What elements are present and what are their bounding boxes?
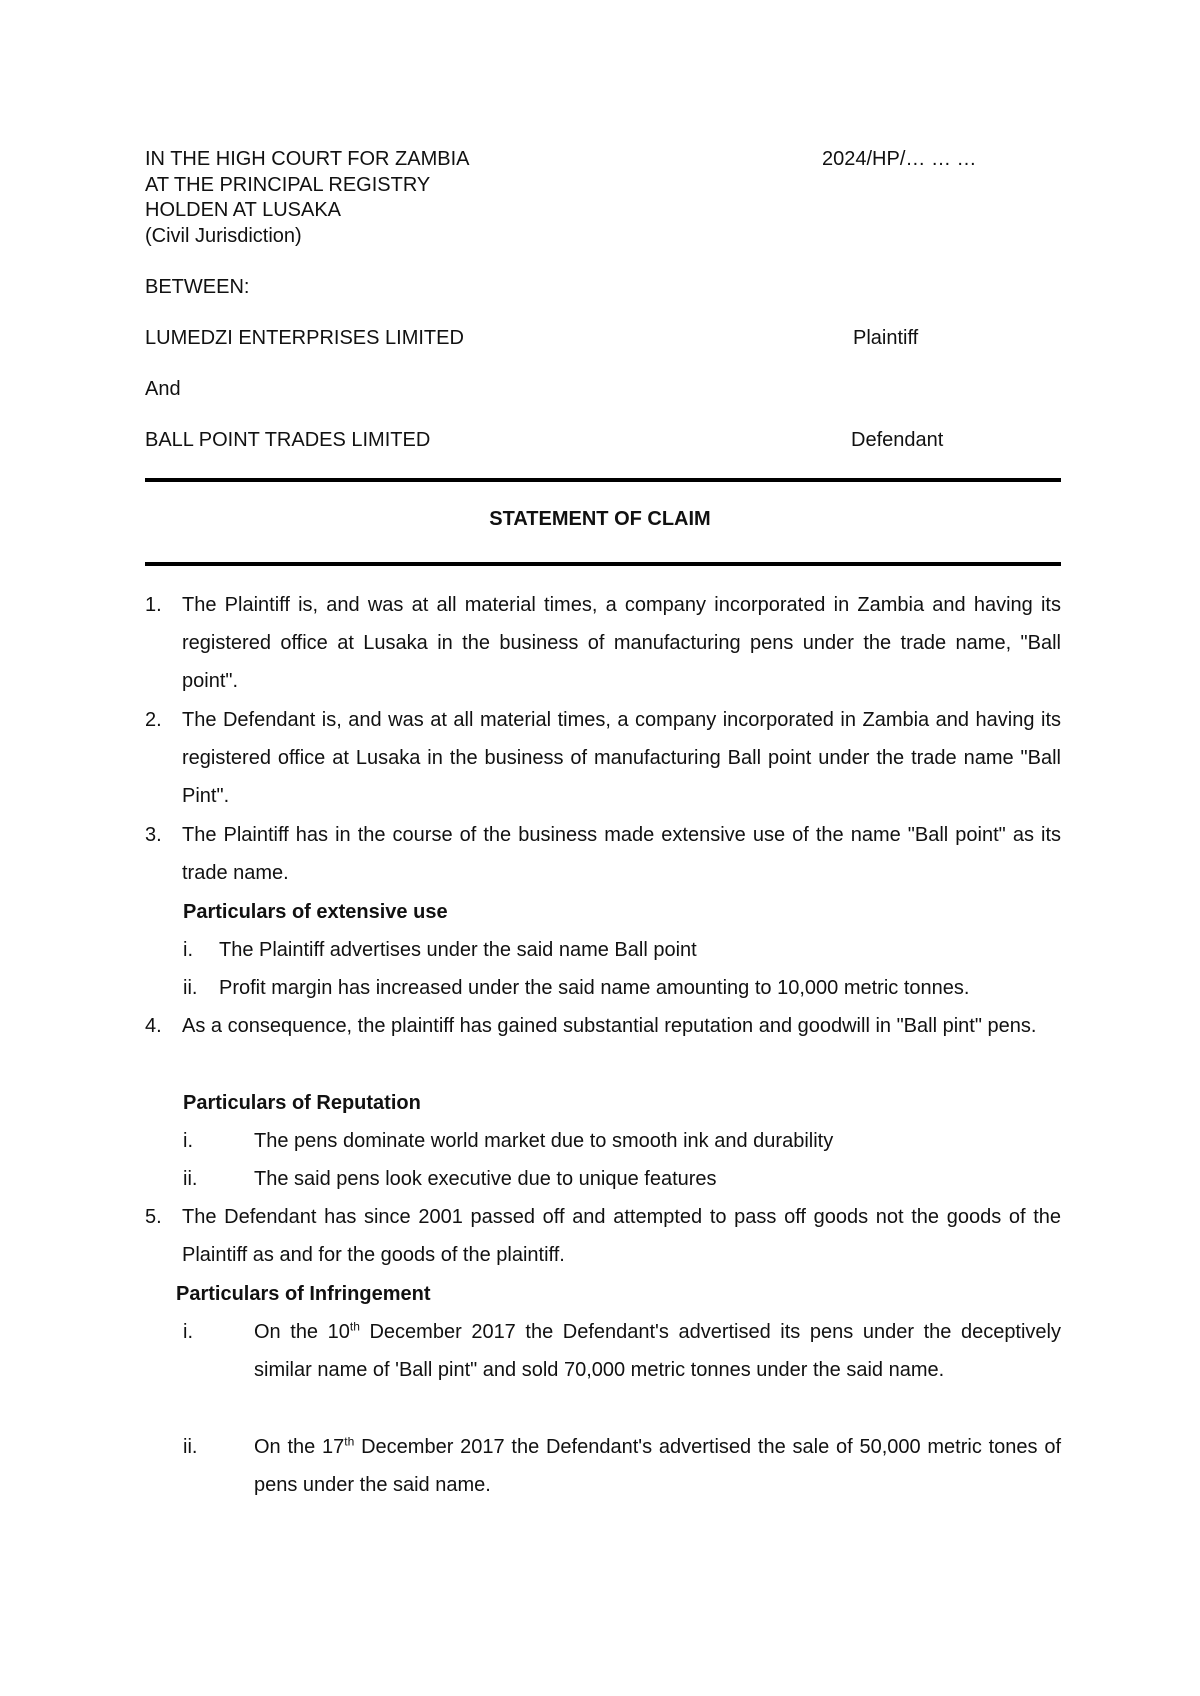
item-text-start: On the 10 <box>254 1321 350 1343</box>
paragraph-text: The Plaintiff has in the course of the business made extensive use of the name "Ball point" as its trade name. <box>182 824 1061 884</box>
item-number: i. <box>183 939 193 961</box>
item-number: i. <box>183 1321 193 1343</box>
item-text <box>254 1428 1061 1504</box>
item-number: i. <box>183 1130 193 1152</box>
item-text-start: On the 17 <box>254 1436 345 1458</box>
paragraph-number: 4. <box>145 1015 162 1037</box>
claim-paragraph-5 <box>145 1198 1061 1274</box>
item-text-rest: December 2017 the Defendant's advertised the sale of 50,000 metric tones of pens under the said name. <box>254 1436 1062 1496</box>
top-divider <box>145 478 1061 482</box>
document-title: STATEMENT OF CLAIM <box>489 508 711 530</box>
plaintiff-name: LUMEDZI ENTERPRISES LIMITED <box>145 327 464 349</box>
defendant-role: Defendant <box>851 429 944 451</box>
bottom-divider <box>145 562 1061 566</box>
ordinal-suffix: th <box>344 1434 355 1449</box>
defendant-name: BALL POINT TRADES LIMITED <box>145 429 431 451</box>
item-text: The Plaintiff advertises under the said name Ball point <box>219 939 697 961</box>
plaintiff-role: Plaintiff <box>853 327 919 349</box>
item-number: ii. <box>183 1436 198 1458</box>
paragraph-number: 3. <box>145 824 162 846</box>
extensive-use-item-1 <box>183 931 1063 969</box>
between-label: BETWEEN: <box>145 276 250 298</box>
claim-paragraph-1 <box>145 586 1061 700</box>
extensive-use-item-2 <box>183 969 1063 1007</box>
reputation-item-2 <box>183 1160 1063 1198</box>
item-number: ii. <box>183 977 198 999</box>
item-text-rest: December 2017 the Defendant's advertised its pens under the deceptively similar name of 'Ball pint" and sold 70,000 metric tonnes under the said name. <box>254 1321 1062 1381</box>
ordinal-suffix: th <box>349 1319 360 1334</box>
paragraph-text: The Defendant has since 2001 passed off and attempted to pass off goods not the goods of the Plaintiff as and for the goods of the plaintiff. <box>182 1206 1061 1266</box>
paragraph-number: 2. <box>145 709 162 731</box>
and-label: And <box>145 378 181 400</box>
court-line-3: HOLDEN AT LUSAKA <box>145 199 341 221</box>
infringement-item-1 <box>183 1313 1061 1389</box>
paragraph-number: 1. <box>145 594 162 616</box>
extensive-use-heading: Particulars of extensive use <box>183 901 448 923</box>
item-text: The pens dominate world market due to smooth ink and durability <box>254 1130 834 1152</box>
claim-paragraph-3 <box>145 816 1061 892</box>
court-line-2: AT THE PRINCIPAL REGISTRY <box>145 174 431 196</box>
infringement-heading: Particulars of Infringement <box>176 1283 431 1305</box>
paragraph-text: The Plaintiff is, and was at all material times, a company incorporated in Zambia and having its registered office at Lusaka in the business of manufacturing pens under the trade name, "Ball point". <box>182 594 1061 692</box>
case-number: 2024/HP/… … … <box>822 148 977 170</box>
claim-paragraph-4 <box>145 1007 1061 1045</box>
paragraph-number: 5. <box>145 1206 162 1228</box>
paragraph-text: The Defendant is, and was at all material times, a company incorporated in Zambia and having its registered office at Lusaka in the business of manufacturing Ball point under the trade name "Ball Pint". <box>182 709 1061 807</box>
item-text: The said pens look executive due to unique features <box>254 1168 717 1190</box>
item-text: Profit margin has increased under the said name amounting to 10,000 metric tonnes. <box>219 977 970 999</box>
reputation-item-1 <box>183 1122 1063 1160</box>
paragraph-text: As a consequence, the plaintiff has gained substantial reputation and goodwill in "Ball pint" pens. <box>182 1015 1037 1037</box>
infringement-item-2 <box>183 1428 1061 1504</box>
court-line-1: IN THE HIGH COURT FOR ZAMBIA <box>145 148 470 170</box>
item-text <box>254 1313 1061 1389</box>
claim-paragraph-2 <box>145 701 1061 815</box>
court-line-4: (Civil Jurisdiction) <box>145 225 302 247</box>
item-number: ii. <box>183 1168 198 1190</box>
reputation-heading: Particulars of Reputation <box>183 1092 421 1114</box>
